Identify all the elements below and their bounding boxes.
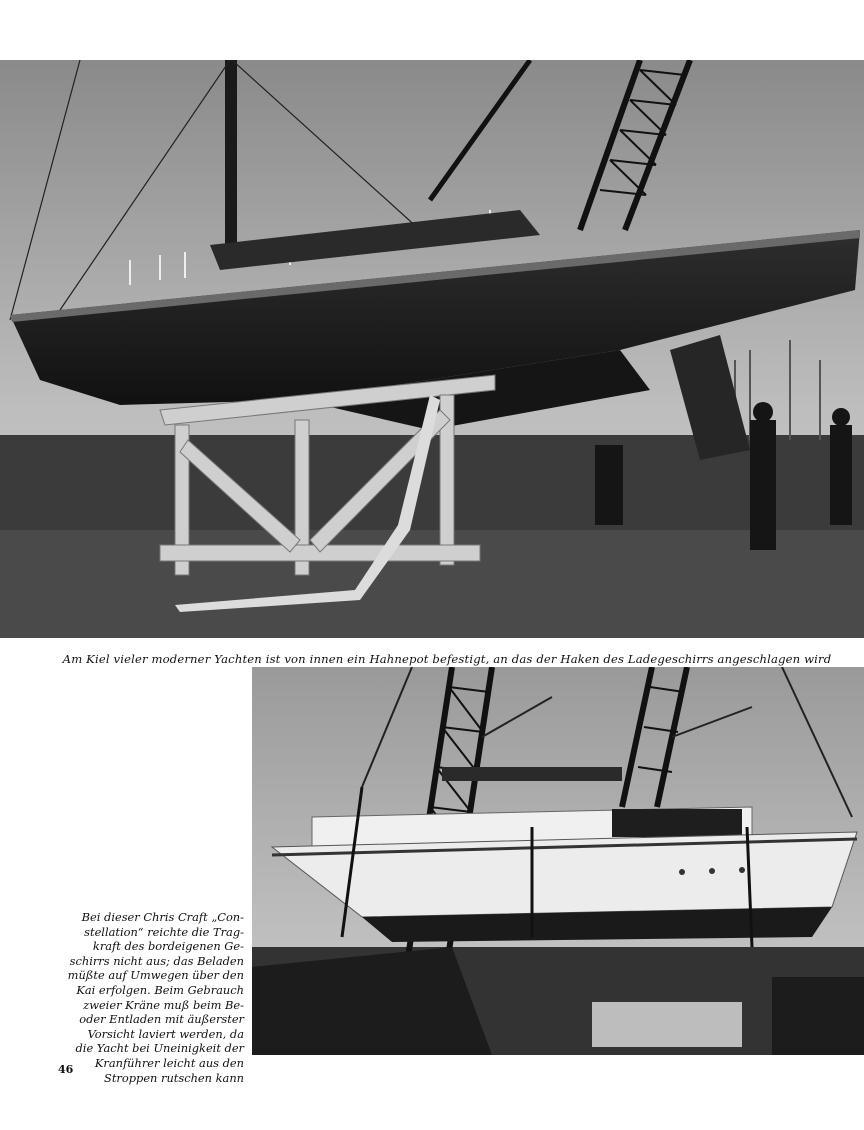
sailing-yacht-image [0,60,864,638]
photo-motor-yacht-two-cranes [252,667,864,1055]
caption-line: müßte auf Umwegen über den [67,968,244,983]
photo-sailing-yacht-on-cradle [0,60,864,638]
caption-line: Vorsicht laviert werden, da [87,1026,244,1041]
caption-line: kraft des bordeigenen Ge- [92,939,244,954]
caption-line: stellation“ reichte die Trag- [84,924,244,939]
caption-line: die Yacht bei Uneinigkeit der [75,1041,244,1056]
caption-line: schirrs nicht aus; das Beladen [69,953,244,968]
caption-line: oder Entladen mit äußerster [79,1012,244,1027]
caption-line: Kai erfolgen. Beim Gebrauch [76,982,244,997]
caption-line: Kranführer leicht aus den [94,1055,244,1070]
caption-side-photo [52,910,244,1085]
caption-line: Stroppen rutschen kann [104,1070,244,1085]
caption-line: zweier Kräne muß beim Be- [83,997,244,1012]
caption-top-photo: Am Kiel vieler moderner Yachten ist von innen ein Hahnepot befestigt, an das der Haken des Ladegeschirrs angeschlagen wird [62,651,832,666]
page-number: 46 [58,1063,74,1076]
motor-yacht-image [252,667,864,1055]
caption-line: Bei dieser Chris Craft „Con- [81,910,244,924]
